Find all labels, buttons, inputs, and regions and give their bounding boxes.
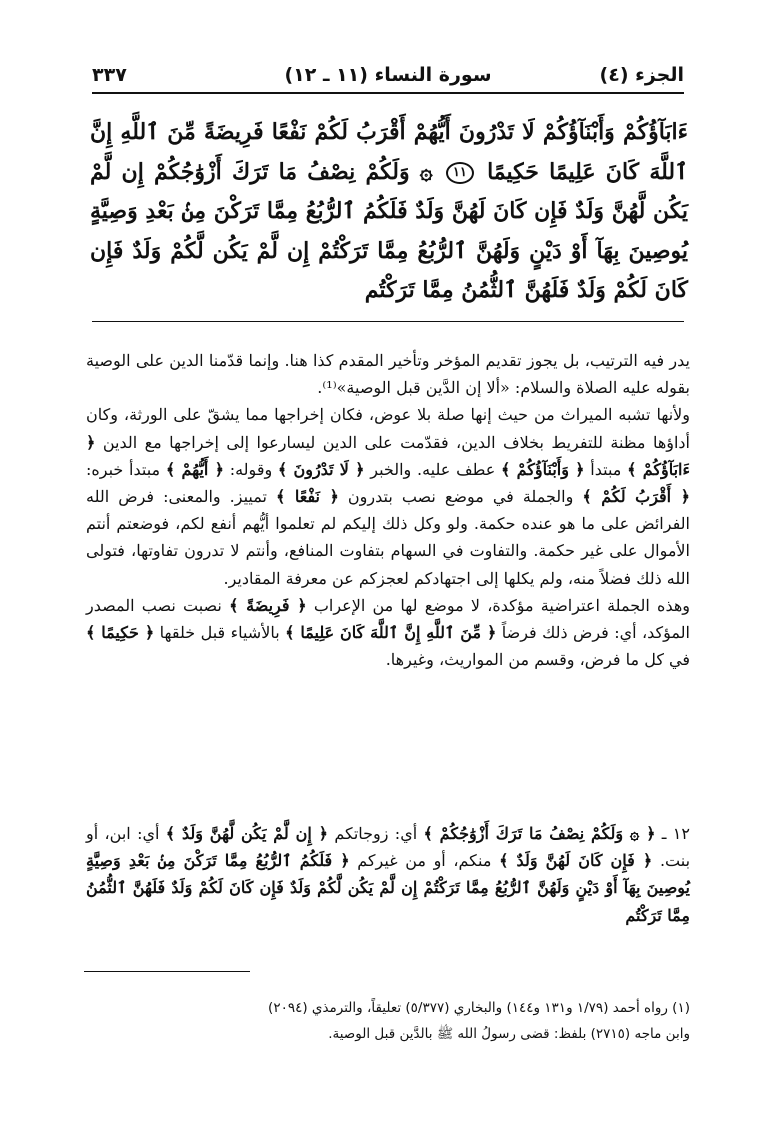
quote-nafan: ﴿ نَفْعًا ﴾ xyxy=(275,487,339,507)
commentary-text: وهذه الجملة اعتراضية مؤكدة، لا موضع لها من الإعراب xyxy=(313,595,691,615)
verse-text-part1: ءَابَآؤُكُمْ وَأَبْنَآؤُكُمْ لَا تَدْرُونَ أَيُّهُمْ أَقْرَبُ لَكُمْ نَفْعًا فَرِيضَةً مِّنَ ٱللَّهِ إِنَّ ٱللَّهَ كَانَ عَلِيمًا حَكِيمًا xyxy=(90,119,689,185)
footnote-divider xyxy=(84,971,250,972)
quote-verse12-4: ﴿ فَلَكُمُ ٱلرُّبُعُ مِمَّا تَرَكْنَ مِنۢ بَعْدِ وَصِيَّةٍ يُوصِينَ بِهَآ أَوْ دَيْنٍ وَلَهُنَّ ٱلرُّبُعُ مِمَّا تَرَكْتُمْ إِن لَّمْ يَكُن لَّكُمْ وَلَدٌ فَإِن كَانَ لَكُمْ وَلَدٌ فَلَهُنَّ ٱلثُّمُنُ مِمَّا تَرَكْتُم xyxy=(86,851,690,925)
quote-latadrun: ﴿ لَا تَدْرُونَ ﴾ xyxy=(277,459,365,479)
quote-hakiman: ﴿ حَكِيمًا ﴾ xyxy=(86,623,155,643)
commentary-text: والجملة في موضع نصب بتدرون xyxy=(347,487,574,507)
commentary-text: أي: زوجاتكم xyxy=(334,824,418,843)
footnote xyxy=(86,995,690,1047)
quote-abaukum: ﴿ ءَابَآؤُكُمْ ﴾ xyxy=(86,432,690,479)
verse-12-commentary xyxy=(86,820,690,929)
commentary-text: وقوله: xyxy=(229,459,273,479)
quote-minallah: ﴿ مِّنَ ٱللَّهِ إِنَّ ٱللَّهَ كَانَ عَلِيمًا ﴾ xyxy=(285,623,497,643)
commentary-paragraph: يدر فيه الترتيب، بل يجوز تقديم المؤخر وتأخير المقدم كذا هنا. وإنما قدّمنا الدين على الوصية بقوله عليه الصلاة والسلام: «ألا إن الدَّين قبل الوصية»⁽¹⁾. xyxy=(86,351,691,398)
quote-verse12-3: ﴿ فَإِن كَانَ لَهُنَّ وَلَدٌ ﴾ xyxy=(499,851,653,871)
commentary-text: أي: ابن، أو بنت. xyxy=(86,824,691,871)
commentary-text: بالأشياء قبل خلقها xyxy=(159,623,280,643)
commentary-text: منكم، أو من غيركم xyxy=(357,851,492,871)
commentary-text: تمييز. والمعنى: فرض الله الفرائض على ما هو عنده حكمة. ولو وكل ذلك إليكم لم تعلموا أيُّهم أنفع لكم، فوضعتم أنتم الأموال على غير حكمة. والتفاوت في السهام بتفاوت المنافع، وأنتم لا تدرون تفاوتها، فتولى الله ذلك فضلاً منه، ولم يكلها إلى اجتهادكم لعجزكم عن معرفة المقادير. xyxy=(86,487,690,588)
verse-number: ١٢ ـ xyxy=(661,824,690,843)
juz-label: الجزء (٤) xyxy=(599,64,684,86)
quote-verse12-2: ﴿ إِن لَّمْ يَكُن لَّهُنَّ وَلَدٌ ﴾ xyxy=(165,824,328,843)
commentary-text: نصبت نصب المصدر المؤكد، أي: فرض ذلك فرضاً xyxy=(86,595,690,643)
commentary-paragraph xyxy=(86,401,690,591)
commentary-paragraph xyxy=(86,820,690,929)
page-header xyxy=(92,62,684,94)
commentary-text: عطف عليه. والخبر xyxy=(370,459,496,479)
commentary xyxy=(86,347,690,673)
commentary-text: في كل ما فرض، وقسم من المواريث، وغيرها. xyxy=(385,650,690,670)
ayah-number-marker: ١١ xyxy=(446,162,474,184)
quote-abnaukum: ﴿ وَأَبْنَآؤُكُمْ ﴾ xyxy=(501,459,585,479)
quote-faridatan: ﴿ فَرِيضَةً ﴾ xyxy=(229,595,307,615)
commentary-paragraph xyxy=(86,592,690,674)
verse-divider xyxy=(92,321,684,322)
surah-title: سورة النساء (١١ ـ ١٢) xyxy=(284,64,492,86)
commentary-text: ولأنها تشبه الميراث من حيث إنها صلة بلا عوض، فكان إخراجها مما يشقّ على الورثة، وكان أداؤها مظنة للتفريط بخلاف الدين، فقدّمت على الدين ليسارعوا إلى إخراجها مع الدين xyxy=(86,405,690,452)
page-number: ٣٣٧ xyxy=(92,64,127,86)
commentary-text: مبتدأ xyxy=(590,459,622,479)
footnote-line: (١) رواه أحمد (١/٧٩ و١٣١ و١٤٤) والبخاري (٥/٣٧٧) تعليقاً، والترمذي (٢٠٩٤) xyxy=(268,1000,690,1016)
footnote-line: وابن ماجه (٢٧١٥) بلفظ: قضى رسولُ الله ﷺ بالدَّين قبل الوصية. xyxy=(328,1026,690,1042)
quote-verse12-1: ﴿ ۞ وَلَكُمْ نِصْفُ مَا تَرَكَ أَزْوَٰجُكُمْ ﴾ xyxy=(423,824,656,843)
verse-text-part2: ۞ وَلَكُمْ نِصْفُ مَا تَرَكَ أَزْوَٰجُكُمْ إِن لَّمْ يَكُن لَّهُنَّ وَلَدٌ فَإِن كَانَ لَهُنَّ وَلَدٌ فَلَكُمُ ٱلرُّبُعُ مِمَّا تَرَكْنَ مِنۢ بَعْدِ وَصِيَّةٍ يُوصِينَ بِهَآ أَوْ دَيْنٍ وَلَهُنَّ ٱلرُّبُعُ مِمَّا تَرَكْتُمْ إِن لَّمْ يَكُن لَّكُمْ وَلَدٌ فَإِن كَانَ لَكُمْ وَلَدٌ فَلَهُنَّ ٱلثُّمُنُ مِمَّا تَرَكْتُم xyxy=(90,158,688,303)
quran-verse-block xyxy=(90,113,688,313)
commentary-text: مبتدأ خبره: xyxy=(86,459,161,479)
quote-aqrabu: ﴿ أَقْرَبُ لَكُمْ ﴾ xyxy=(582,487,690,507)
quote-ayyuhum: ﴿ أَيُّهُمْ ﴾ xyxy=(165,459,224,479)
